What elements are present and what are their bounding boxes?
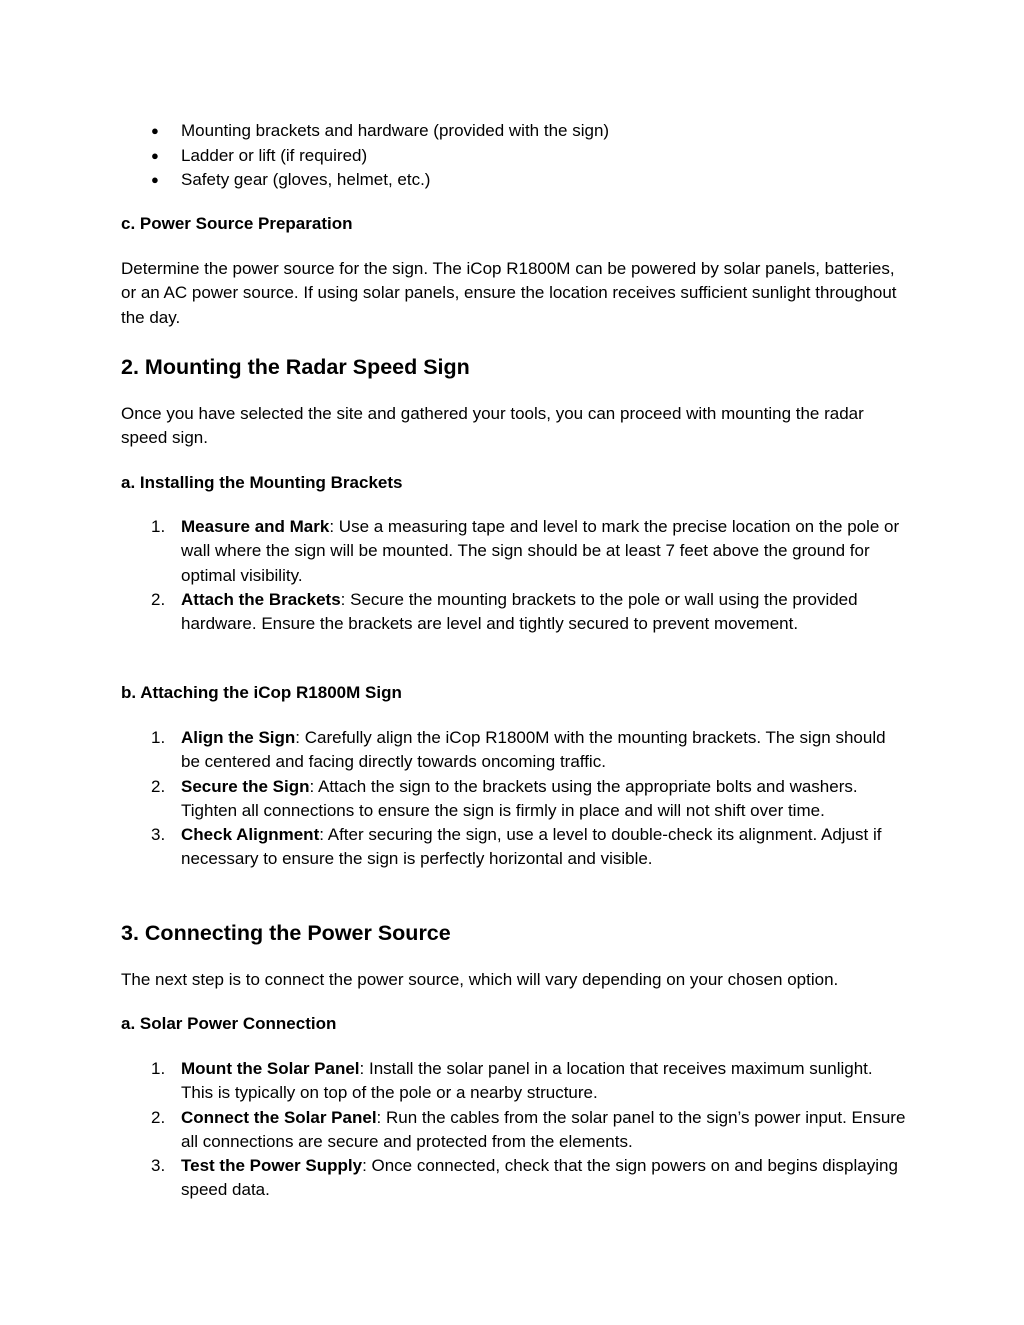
list-item bbox=[0, 775, 1024, 824]
list-item-title: Measure and Mark bbox=[181, 517, 330, 536]
list-item-text: : Secure the mounting brackets to the pole or wall using the provided hardware. Ensure the brackets are level and tightly secured to prevent movement. bbox=[181, 589, 858, 634]
list-number: 3. bbox=[151, 1156, 166, 1176]
list-body bbox=[181, 1154, 909, 1203]
attach-sign-heading: b. Attaching the iCop R1800M Sign bbox=[121, 683, 402, 702]
list-item-title: Check Alignment bbox=[181, 825, 320, 845]
bullet-text: Mounting brackets and hardware (provided with the sign) bbox=[181, 121, 610, 140]
list-body bbox=[181, 588, 909, 637]
list-item-text: : Use a measuring tape and level to mark the precise location on the pole or wall where the sign will be mounted. The sign should be at least 7 feet above the ground for optimal visibility. bbox=[181, 517, 900, 585]
list-item-text: : Carefully align the iCop R1800M with the mounting brackets. The sign should be centered and facing directly towards oncoming traffic. bbox=[181, 728, 886, 772]
list-body bbox=[181, 775, 909, 824]
list-item bbox=[0, 1154, 1024, 1203]
brackets-steps-list bbox=[0, 515, 1024, 636]
list-body bbox=[181, 515, 909, 588]
section3-heading: 3. Connecting the Power Source bbox=[121, 921, 451, 945]
solar-heading: a. Solar Power Connection bbox=[121, 1014, 337, 1033]
bullet-icon: ● bbox=[151, 172, 159, 187]
list-item bbox=[0, 726, 1024, 775]
list-item bbox=[0, 1057, 1024, 1106]
list-number: 2. bbox=[151, 776, 166, 796]
list-item-text: : Attach the sign to the brackets using the appropriate bolts and washers. Tighten all connections to ensure the sign is firmly in place and will not shift over time. bbox=[181, 776, 858, 820]
list-item bbox=[0, 515, 1024, 588]
list-body bbox=[181, 726, 909, 775]
list-item bbox=[0, 1106, 1024, 1155]
power-prep-heading: c. Power Source Preparation bbox=[121, 214, 353, 233]
list-item-text: : Install the solar panel in a location that receives maximum sunlight. This is typically on top of the pole or a nearby structure. bbox=[181, 1059, 873, 1103]
list-item-text: : After securing the sign, use a level to double-check its alignment. Adjust if necessary to ensure the sign is perfectly horizontal and visible. bbox=[181, 825, 882, 869]
solar-steps-list bbox=[0, 1057, 1024, 1203]
list-body bbox=[181, 1057, 909, 1106]
list-item bbox=[0, 823, 1024, 872]
list-item-title: Align the Sign bbox=[181, 728, 296, 747]
list-number: 1. bbox=[151, 1059, 166, 1078]
list-number: 3. bbox=[151, 825, 166, 845]
section2-heading: 2. Mounting the Radar Speed Sign bbox=[121, 355, 470, 379]
list-item-title: Secure the Sign bbox=[181, 776, 310, 796]
list-item bbox=[0, 588, 1024, 637]
list-item-title: Attach the Brackets bbox=[181, 589, 341, 609]
list-number: 2. bbox=[151, 1107, 166, 1127]
power-prep-paragraph: Determine the power source for the sign. The iCop R1800M can be powered by solar panels, batteries, or an AC power source. If using solar panels, ensure the location receives sufficient sunlight throughout the day. bbox=[121, 259, 897, 327]
list-body bbox=[181, 1106, 909, 1155]
list-number: 2. bbox=[151, 589, 166, 609]
section2-intro: Once you have selected the site and gathered your tools, you can proceed with mounting the radar speed sign. bbox=[121, 404, 864, 448]
section3-intro: The next step is to connect the power source, which will vary depending on your chosen option. bbox=[121, 970, 839, 989]
list-item-title: Connect the Solar Panel bbox=[181, 1107, 377, 1127]
list-number: 1. bbox=[151, 728, 166, 747]
attach-sign-steps-list bbox=[0, 726, 1024, 872]
list-item-title: Test the Power Supply bbox=[181, 1156, 363, 1176]
list-body bbox=[181, 823, 909, 872]
bullet-text: Ladder or lift (if required) bbox=[181, 145, 368, 165]
brackets-heading: a. Installing the Mounting Brackets bbox=[121, 473, 403, 492]
list-item-text: : Run the cables from the solar panel to the sign’s power input. Ensure all connections are secure and protected from the elements. bbox=[181, 1107, 906, 1151]
list-item-title: Mount the Solar Panel bbox=[181, 1059, 360, 1078]
list-item-text: : Once connected, check that the sign powers on and begins displaying speed data. bbox=[181, 1156, 898, 1200]
bullet-text: Safety gear (gloves, helmet, etc.) bbox=[181, 170, 431, 189]
bullet-icon: ● bbox=[151, 147, 159, 163]
bullet-icon: ● bbox=[151, 123, 159, 138]
list-number: 1. bbox=[151, 517, 166, 536]
